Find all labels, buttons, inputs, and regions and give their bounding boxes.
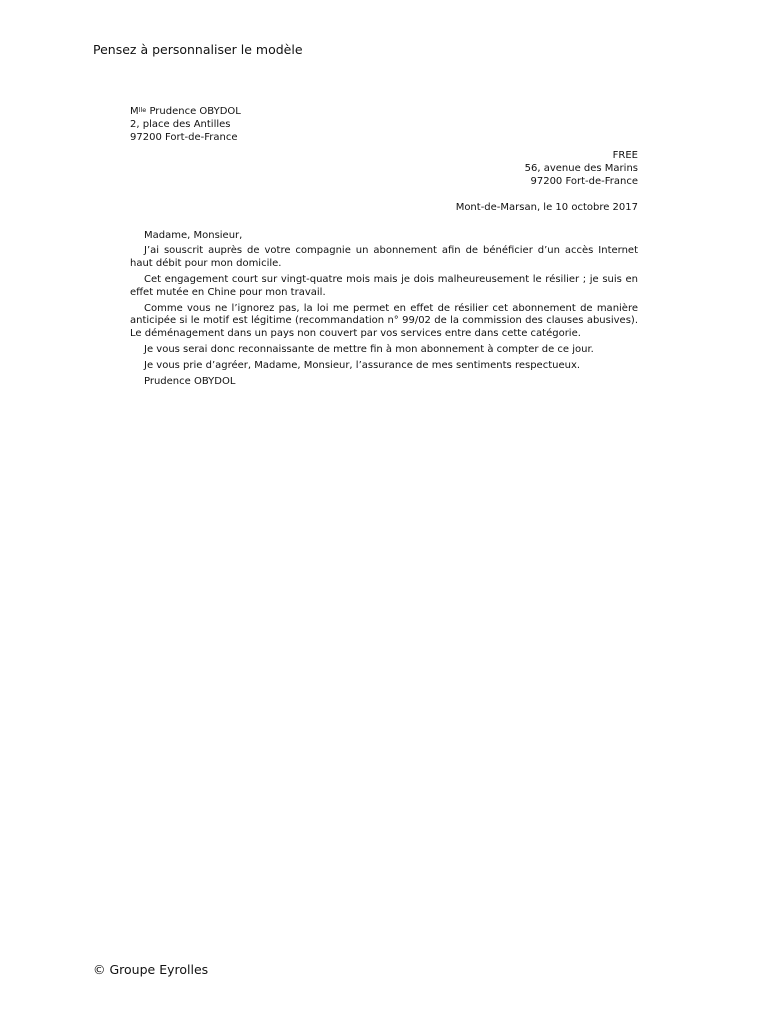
- template-reminder-note: Pensez à personnaliser le modèle: [93, 42, 303, 57]
- recipient-address-line2: 97200 Fort-de-France: [530, 175, 638, 187]
- paragraph-request: Je vous serai donc reconnaissante de mettre fin à mon abonnement à compter de ce jour.: [144, 343, 594, 355]
- recipient-block: [130, 150, 638, 188]
- paragraph-subscription: J’ai souscrit auprès de votre compagnie un abonnement afin de bénéficier d’un accès Internet haut débit pour mon domicile.: [130, 245, 638, 270]
- paragraph-closing: Je vous prie d’agréer, Madame, Monsieur, l’assurance de mes sentiments respectueux.: [144, 359, 581, 371]
- letter-body: [130, 106, 638, 388]
- paragraph-engagement: Cet engagement court sur vingt-quatre mois mais je dois malheureusement le résilier ; je suis en effet mutée en Chine pour mon travail.: [130, 273, 638, 298]
- sender-name: Prudence OBYDOL: [146, 106, 241, 117]
- paragraph-legal-basis: Comme vous ne l’ignorez pas, la loi me permet en effet de résilier cet abonnement de manière anticipée si le motif est légitime (recommandation n° 99/02 de la commission des clauses abusives). Le déménagement dans un pays non couvert par vos services entre dans cette catégorie.: [130, 302, 638, 340]
- signature: Prudence OBYDOL: [144, 375, 236, 387]
- date-line: Mont-de-Marsan, le 10 octobre 2017: [455, 201, 638, 213]
- sender-block: [130, 106, 638, 144]
- copyright-footer: © Groupe Eyrolles: [93, 962, 209, 977]
- recipient-address-line1: 56, avenue des Marins: [524, 163, 638, 175]
- sender-address-line1: 2, place des Antilles: [130, 118, 231, 130]
- sender-title-suffix: lle: [138, 106, 147, 114]
- sender-title: M: [130, 106, 139, 117]
- sender-address-line2: 97200 Fort-de-France: [130, 131, 238, 143]
- salutation: Madame, Monsieur,: [144, 229, 243, 241]
- recipient-name: FREE: [612, 150, 638, 162]
- sender-name-line: [130, 106, 638, 119]
